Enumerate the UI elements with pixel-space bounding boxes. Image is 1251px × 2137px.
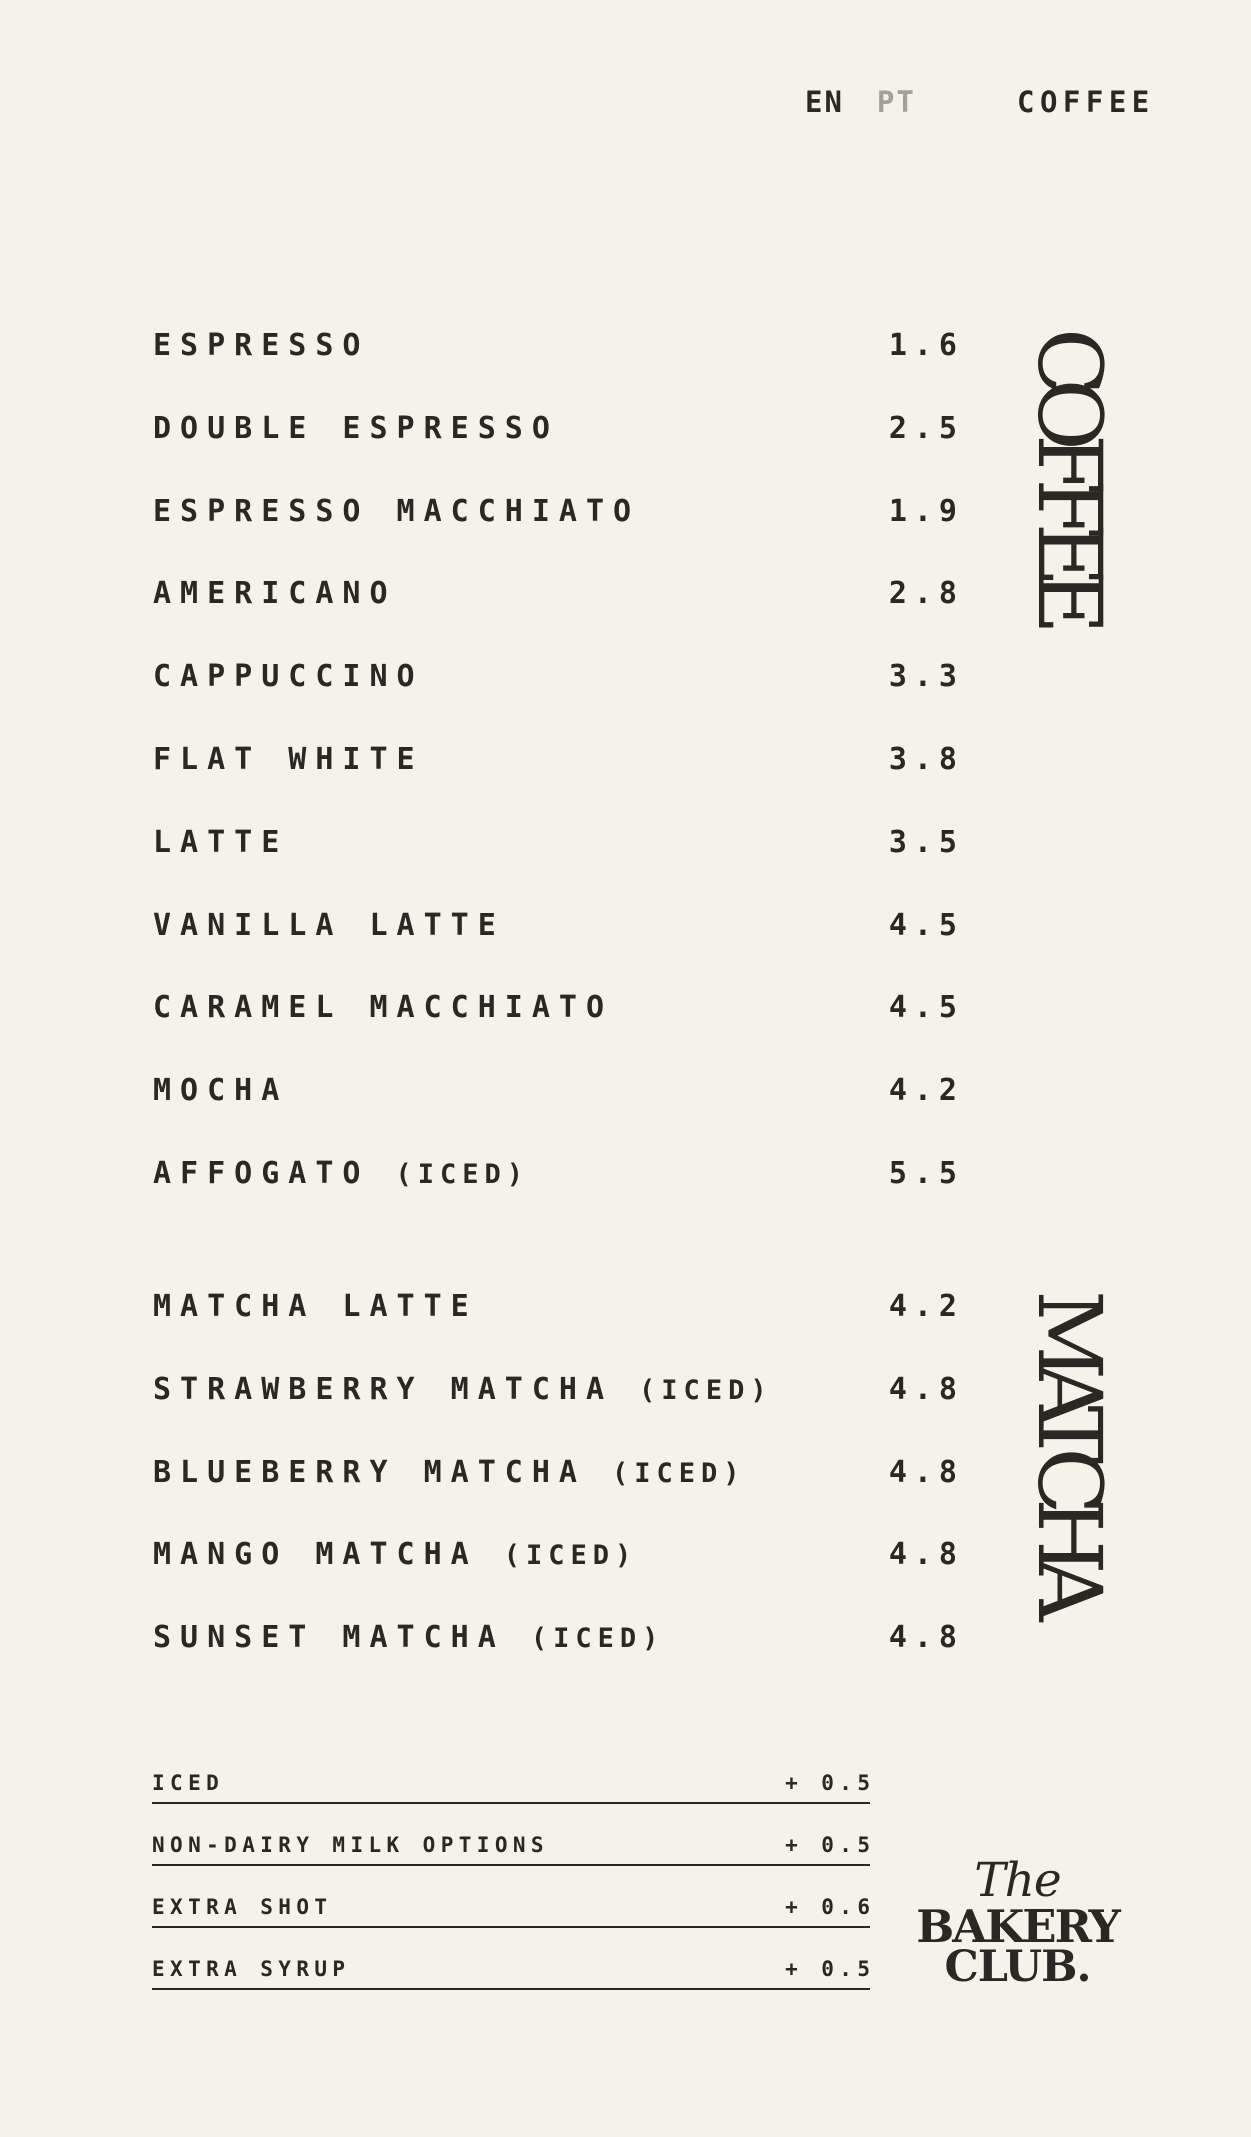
menu-item-row bbox=[153, 802, 964, 885]
addon-price: + 0.5 bbox=[785, 1833, 876, 1857]
menu-item-row bbox=[153, 1050, 964, 1133]
menu-item-label bbox=[153, 1514, 637, 1598]
menu-item-name: AMERICANO bbox=[153, 576, 397, 612]
menu-item-name: MATCHA LATTE bbox=[153, 1289, 478, 1324]
menu-item-name: AFFOGATO bbox=[153, 1155, 370, 1191]
coffee-section bbox=[153, 305, 964, 1216]
menu-item-price: 4.5 bbox=[888, 907, 964, 943]
menu-item-name: VANILLA LATTE bbox=[153, 907, 505, 943]
matcha-section bbox=[153, 1266, 964, 1680]
menu-item-row bbox=[153, 636, 964, 719]
menu-item-name: STRAWBERRY MATCHA bbox=[153, 1371, 614, 1407]
menu-item-label bbox=[153, 1349, 773, 1433]
logo-word-the: The bbox=[974, 1853, 1061, 1908]
menu-item-label bbox=[153, 1266, 478, 1349]
language-option-en[interactable]: EN bbox=[805, 85, 844, 119]
menu-item-row bbox=[153, 1266, 964, 1349]
menu-item-label bbox=[153, 1597, 664, 1681]
menu-item-price: 2.5 bbox=[888, 410, 964, 446]
menu-item-row bbox=[153, 1133, 964, 1216]
addons-section bbox=[152, 1760, 876, 2008]
addon-row bbox=[152, 1822, 876, 1884]
menu-item-price: 4.8 bbox=[888, 1620, 964, 1656]
menu-item-label bbox=[153, 1133, 529, 1217]
menu-item-label bbox=[153, 388, 559, 471]
menu-item-label bbox=[153, 802, 288, 885]
addon-name: NON-DAIRY MILK OPTIONS bbox=[152, 1833, 549, 1857]
addon-line bbox=[152, 1895, 876, 1919]
addon-name: EXTRA SHOT bbox=[152, 1895, 333, 1919]
menu-item-row bbox=[153, 471, 964, 554]
menu-item-row bbox=[153, 719, 964, 802]
brand-logo[interactable] bbox=[915, 1853, 1120, 1992]
menu-item-row bbox=[153, 1597, 964, 1680]
addon-line bbox=[152, 1771, 876, 1795]
menu-item-label bbox=[153, 305, 370, 388]
menu-item-row bbox=[153, 388, 964, 471]
menu-item-label bbox=[153, 471, 640, 554]
menu-item-label bbox=[153, 967, 613, 1050]
coffee-side-label: COFFEE bbox=[1018, 328, 1121, 618]
menu-item-name: DOUBLE ESPRESSO bbox=[153, 410, 559, 446]
addon-row bbox=[152, 1946, 876, 2008]
nav-link-coffee[interactable]: COFFEE bbox=[1017, 85, 1155, 119]
menu-item-label bbox=[153, 1050, 288, 1133]
menu-item-row bbox=[153, 1432, 964, 1515]
menu-item-price: 5.5 bbox=[888, 1155, 964, 1191]
menu-item-price: 1.9 bbox=[888, 493, 964, 529]
menu-item-price: 4.8 bbox=[888, 1454, 964, 1490]
language-toggle bbox=[805, 85, 916, 119]
menu-item-label bbox=[153, 1432, 746, 1516]
menu-item-price: 4.2 bbox=[888, 1289, 964, 1324]
menu-item-price: 4.8 bbox=[888, 1537, 964, 1573]
menu-item-row bbox=[153, 1514, 964, 1597]
addon-price: + 0.5 bbox=[785, 1957, 876, 1981]
addon-line bbox=[152, 1833, 876, 1857]
menu-item-price: 1.6 bbox=[888, 328, 964, 363]
menu-item-label bbox=[153, 885, 505, 968]
menu-item-price: 4.2 bbox=[888, 1073, 964, 1109]
menu-item-note: (ICED) bbox=[530, 1623, 665, 1655]
menu-item-note: (ICED) bbox=[611, 1457, 746, 1489]
menu-item-note: (ICED) bbox=[503, 1540, 638, 1572]
addon-row bbox=[152, 1760, 876, 1822]
menu-item-price: 4.5 bbox=[888, 990, 964, 1026]
menu-item-name: CARAMEL MACCHIATO bbox=[153, 990, 614, 1026]
matcha-side-label: MATCHA bbox=[1018, 1290, 1121, 1605]
menu-item-name: LATTE bbox=[153, 824, 289, 860]
menu-item-name: BLUEBERRY MATCHA bbox=[153, 1454, 586, 1490]
menu-item-name: SUNSET MATCHA bbox=[153, 1620, 505, 1656]
menu-item-label bbox=[153, 553, 397, 636]
menu-item-row bbox=[153, 1349, 964, 1432]
addon-name: EXTRA SYRUP bbox=[152, 1957, 351, 1981]
menu-item-name: ESPRESSO bbox=[153, 328, 370, 363]
menu-item-label bbox=[153, 636, 424, 719]
menu-item-row bbox=[153, 885, 964, 968]
menu-item-name: ESPRESSO MACCHIATO bbox=[153, 493, 641, 529]
language-option-pt[interactable]: PT bbox=[876, 85, 916, 119]
addon-row bbox=[152, 1884, 876, 1946]
menu-item-row bbox=[153, 305, 964, 388]
menu-item-name: FLAT WHITE bbox=[153, 741, 424, 777]
menu-item-price: 2.8 bbox=[888, 576, 964, 612]
menu-item-price: 3.3 bbox=[888, 659, 964, 695]
menu-item-name: MOCHA bbox=[153, 1073, 289, 1109]
logo-word-club: CLUB. bbox=[944, 1942, 1091, 1992]
addon-price: + 0.5 bbox=[785, 1771, 876, 1795]
menu-item-price: 3.5 bbox=[888, 824, 964, 860]
menu-item-row bbox=[153, 967, 964, 1050]
logo-word-bakery: BAKERY bbox=[916, 1900, 1119, 1953]
menu-item-price: 3.8 bbox=[888, 741, 964, 777]
addon-price: + 0.6 bbox=[785, 1895, 876, 1919]
menu-item-label bbox=[153, 719, 424, 802]
menu-item-row bbox=[153, 553, 964, 636]
menu-item-name: MANGO MATCHA bbox=[153, 1537, 478, 1573]
menu-item-name: CAPPUCCINO bbox=[153, 659, 424, 695]
menu-item-note: (ICED) bbox=[639, 1374, 773, 1406]
menu-item-note: (ICED) bbox=[395, 1158, 530, 1190]
addon-line bbox=[152, 1957, 876, 1981]
addon-name: ICED bbox=[152, 1771, 225, 1795]
menu-item-price: 4.8 bbox=[888, 1371, 964, 1407]
